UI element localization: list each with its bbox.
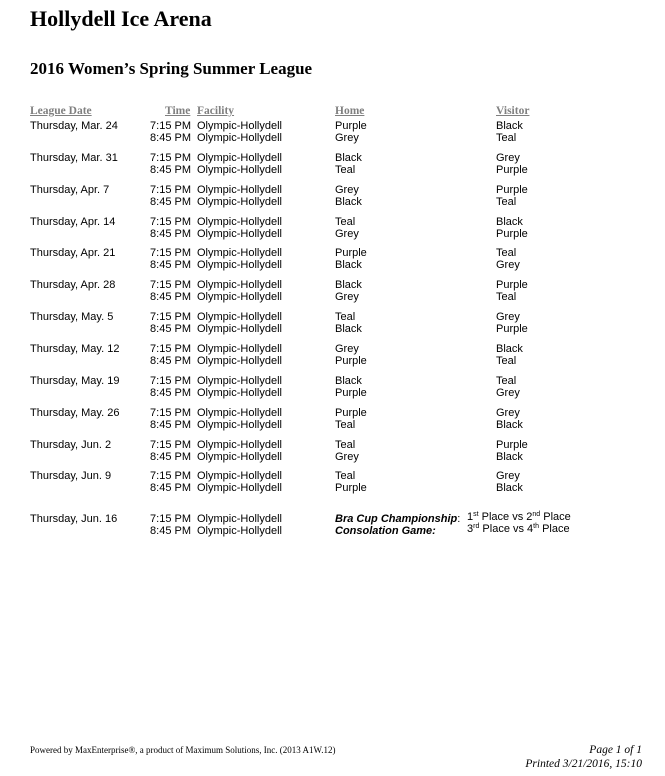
facility: Olympic-Hollydell <box>197 354 282 367</box>
visitor-team: Teal <box>496 354 517 367</box>
championship-label: Bra Cup Championship: <box>335 513 461 525</box>
visitor-team: Black <box>496 120 523 132</box>
league-date: Thursday, Apr. 7 <box>30 183 110 196</box>
game-time: 7:15 PM <box>150 215 191 228</box>
championship-matchup: 1st Place vs 2nd Place <box>467 511 571 523</box>
powered-by-footer: Powered by MaxEnterprise®, a product of Maximum Solutions, Inc. (2013 A1W.12) <box>30 745 336 755</box>
visitor-team: Purple <box>496 323 528 336</box>
visitor-team: Grey <box>496 311 520 324</box>
home-team: Black <box>335 279 362 292</box>
facility: Olympic-Hollydell <box>197 291 282 304</box>
finals-time-1: 7:15 PM <box>150 513 191 525</box>
finals-facility-1: Olympic-Hollydell <box>197 513 282 525</box>
league-date: Thursday, May. 5 <box>30 311 114 324</box>
visitor-team: Teal <box>496 132 517 144</box>
facility: Olympic-Hollydell <box>197 279 282 292</box>
facility: Olympic-Hollydell <box>197 406 282 419</box>
league-date: Thursday, May. 12 <box>30 342 120 355</box>
facility: Olympic-Hollydell <box>197 311 282 324</box>
league-date: Thursday, May. 19 <box>30 374 120 387</box>
facility: Olympic-Hollydell <box>197 132 282 144</box>
column-header-home: Home <box>335 105 365 117</box>
facility: Olympic-Hollydell <box>197 120 282 132</box>
home-team: Teal <box>335 438 356 451</box>
facility: Olympic-Hollydell <box>197 438 282 451</box>
home-team: Grey <box>335 227 359 240</box>
facility: Olympic-Hollydell <box>197 163 282 176</box>
home-team: Black <box>335 323 362 336</box>
facility: Olympic-Hollydell <box>197 470 282 483</box>
facility: Olympic-Hollydell <box>197 259 282 272</box>
facility: Olympic-Hollydell <box>197 215 282 228</box>
game-time: 7:15 PM <box>150 183 191 196</box>
facility: Olympic-Hollydell <box>197 386 282 399</box>
visitor-team: Teal <box>496 247 517 260</box>
home-team: Black <box>335 374 362 387</box>
game-time: 7:15 PM <box>150 247 191 260</box>
visitor-team: Teal <box>496 195 517 208</box>
league-date: Thursday, Jun. 2 <box>30 438 112 451</box>
league-date: Thursday, Apr. 14 <box>30 215 116 228</box>
game-time: 8:45 PM <box>150 259 191 272</box>
visitor-team: Black <box>496 215 523 228</box>
league-subtitle: 2016 Women’s Spring Summer League <box>30 59 313 78</box>
game-time: 7:15 PM <box>150 438 191 451</box>
home-team: Teal <box>335 418 356 431</box>
game-time: 8:45 PM <box>150 418 191 431</box>
visitor-team: Purple <box>496 279 528 292</box>
league-date: Thursday, Jun. 9 <box>30 470 112 483</box>
facility: Olympic-Hollydell <box>197 418 282 431</box>
game-time: 7:15 PM <box>150 279 191 292</box>
facility: Olympic-Hollydell <box>197 323 282 336</box>
facility: Olympic-Hollydell <box>197 151 282 164</box>
game-time: 7:15 PM <box>150 374 191 387</box>
visitor-team: Grey <box>496 151 520 164</box>
visitor-team: Teal <box>496 291 517 304</box>
league-date: Thursday, Apr. 21 <box>30 247 116 260</box>
home-team: Purple <box>335 406 367 419</box>
facility: Olympic-Hollydell <box>197 482 282 495</box>
visitor-team: Black <box>496 418 523 431</box>
game-time: 7:15 PM <box>150 311 191 324</box>
game-time: 8:45 PM <box>150 195 191 208</box>
game-time: 8:45 PM <box>150 450 191 463</box>
facility: Olympic-Hollydell <box>197 342 282 355</box>
home-team: Grey <box>335 132 359 144</box>
visitor-team: Purple <box>496 227 528 240</box>
game-time: 8:45 PM <box>150 323 191 336</box>
finals-time-2: 8:45 PM <box>150 525 191 537</box>
home-team: Black <box>335 151 362 164</box>
visitor-team: Grey <box>496 470 520 483</box>
visitor-team: Purple <box>496 183 528 196</box>
visitor-team: Purple <box>496 438 528 451</box>
game-time: 8:45 PM <box>150 482 191 495</box>
game-time: 8:45 PM <box>150 354 191 367</box>
facility: Olympic-Hollydell <box>197 247 282 260</box>
visitor-team: Grey <box>496 386 520 399</box>
home-team: Purple <box>335 120 367 132</box>
home-team: Teal <box>335 163 356 176</box>
finals-date: Thursday, Jun. 16 <box>30 513 118 525</box>
game-time: 7:15 PM <box>150 470 191 483</box>
league-date: Thursday, Mar. 24 <box>30 120 118 132</box>
column-header-facility: Facility <box>197 105 235 117</box>
column-header-visitor: Visitor <box>496 105 530 117</box>
game-time: 8:45 PM <box>150 163 191 176</box>
home-team: Grey <box>335 183 359 196</box>
page-title: Hollydell Ice Arena <box>30 6 212 31</box>
home-team: Black <box>335 195 362 208</box>
home-team: Grey <box>335 291 359 304</box>
home-team: Purple <box>335 354 367 367</box>
game-time: 8:45 PM <box>150 132 191 144</box>
game-time: 8:45 PM <box>150 291 191 304</box>
facility: Olympic-Hollydell <box>197 374 282 387</box>
game-time: 7:15 PM <box>150 120 191 132</box>
game-time: 8:45 PM <box>150 227 191 240</box>
league-date: Thursday, May. 26 <box>30 406 120 419</box>
home-team: Teal <box>335 311 356 324</box>
league-date: Thursday, Mar. 31 <box>30 151 118 164</box>
league-date: Thursday, Apr. 28 <box>30 279 116 292</box>
home-team: Purple <box>335 386 367 399</box>
column-header-date: League Date <box>30 105 92 117</box>
page-number: Page 1 of 1 <box>589 744 642 756</box>
home-team: Purple <box>335 482 367 495</box>
visitor-team: Purple <box>496 163 528 176</box>
home-team: Black <box>335 259 362 272</box>
consolation-matchup: 3rd Place vs 4th Place <box>467 523 570 535</box>
game-time: 8:45 PM <box>150 386 191 399</box>
printed-timestamp: Printed 3/21/2016, 15:10 <box>525 758 642 770</box>
visitor-team: Grey <box>496 259 520 272</box>
consolation-label: Consolation Game: <box>335 525 436 537</box>
home-team: Grey <box>335 342 359 355</box>
home-team: Teal <box>335 470 356 483</box>
game-time: 7:15 PM <box>150 406 191 419</box>
visitor-team: Grey <box>496 406 520 419</box>
facility: Olympic-Hollydell <box>197 183 282 196</box>
home-team: Purple <box>335 247 367 260</box>
visitor-team: Black <box>496 450 523 463</box>
visitor-team: Black <box>496 482 523 495</box>
facility: Olympic-Hollydell <box>197 227 282 240</box>
game-time: 7:15 PM <box>150 342 191 355</box>
game-time: 7:15 PM <box>150 151 191 164</box>
facility: Olympic-Hollydell <box>197 195 282 208</box>
home-team: Grey <box>335 450 359 463</box>
facility: Olympic-Hollydell <box>197 450 282 463</box>
home-team: Teal <box>335 215 356 228</box>
finals-facility-2: Olympic-Hollydell <box>197 525 282 537</box>
visitor-team: Teal <box>496 374 517 387</box>
visitor-team: Black <box>496 342 523 355</box>
column-header-time: Time <box>165 105 191 117</box>
